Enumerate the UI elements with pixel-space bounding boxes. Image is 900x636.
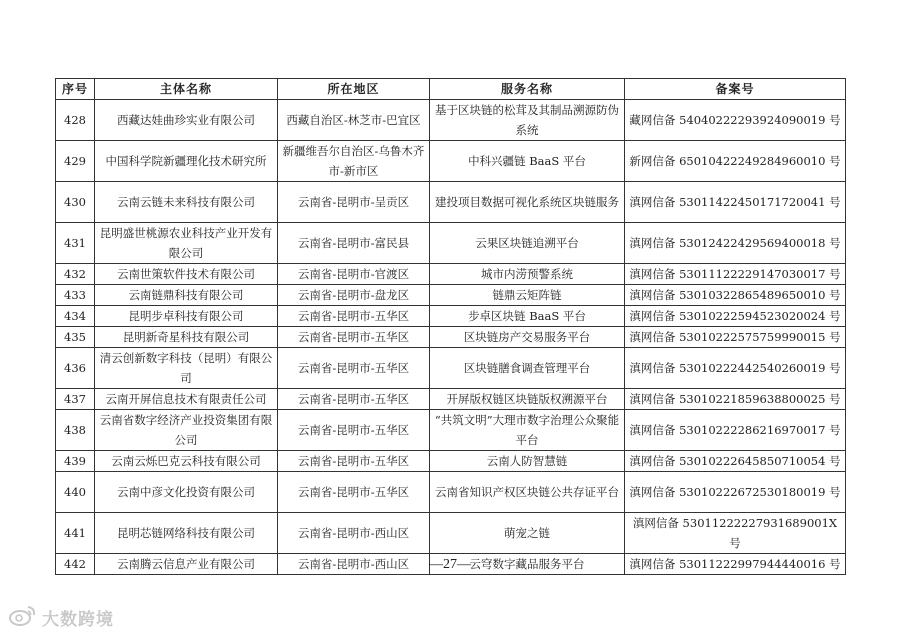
table-row	[56, 348, 846, 389]
table-row	[56, 182, 846, 223]
cell-service-name: 基于区块链的松茸及其制品溯源防伪系统	[430, 100, 625, 141]
cell-entity-name: 云南链鼎科技有限公司	[95, 285, 278, 306]
weibo-logo-icon	[8, 603, 42, 632]
cell-number: 428	[56, 100, 95, 141]
table-row	[56, 141, 846, 182]
cell-record-number: 滇网信备 53010222645850710054 号	[625, 451, 846, 472]
cell-number: 442	[56, 554, 95, 575]
table-row	[56, 327, 846, 348]
table-row	[56, 513, 846, 554]
header-service-name: 服务名称	[430, 79, 625, 100]
cell-record-number: 滇网信备 53010222672530180019 号	[625, 472, 846, 513]
table-row	[56, 472, 846, 513]
cell-entity-name: 中国科学院新疆理化技术研究所	[95, 141, 278, 182]
cell-record-number: 新网信备 65010422249284960010 号	[625, 141, 846, 182]
cell-entity-name: 云南开屏信息技术有限责任公司	[95, 389, 278, 410]
cell-region: 云南省-昆明市-官渡区	[278, 264, 430, 285]
cell-record-number: 滇网信备 53011222997944440016 号	[625, 554, 846, 575]
cell-entity-name: 云南云链未来科技有限公司	[95, 182, 278, 223]
cell-number: 432	[56, 264, 95, 285]
table-row	[56, 285, 846, 306]
cell-service-name: 步卓区块链 BaaS 平台	[430, 306, 625, 327]
cell-record-number: 滇网信备 53010222442540260019 号	[625, 348, 846, 389]
cell-number: 439	[56, 451, 95, 472]
header-region: 所在地区	[278, 79, 430, 100]
cell-region: 云南省-昆明市-西山区	[278, 554, 430, 575]
cell-service-name: 区块链膳食调查管理平台	[430, 348, 625, 389]
table-row	[56, 223, 846, 264]
cell-entity-name: 清云创新数字科技（昆明）有限公司	[95, 348, 278, 389]
table-row	[56, 264, 846, 285]
table-row	[56, 410, 846, 451]
cell-entity-name: 云南腾云信息产业有限公司	[95, 554, 278, 575]
cell-number: 433	[56, 285, 95, 306]
cell-entity-name: 昆明盛世桃源农业科技产业开发有限公司	[95, 223, 278, 264]
cell-region: 新疆维吾尔自治区-乌鲁木齐市-新市区	[278, 141, 430, 182]
table-body	[56, 100, 846, 575]
cell-service-name: 萌宠之链	[430, 513, 625, 554]
cell-record-number: 滇网信备 53010222286216970017 号	[625, 410, 846, 451]
cell-record-number: 滇网信备 53010221859638800025 号	[625, 389, 846, 410]
watermark-text: 大数跨境	[42, 609, 114, 630]
cell-record-number: 滇网信备 53010222594523020024 号	[625, 306, 846, 327]
cell-region: 云南省-昆明市-五华区	[278, 472, 430, 513]
cell-service-name: 云南人防智慧链	[430, 451, 625, 472]
cell-number: 440	[56, 472, 95, 513]
cell-service-name: 开屏版权链区块链版权溯源平台	[430, 389, 625, 410]
cell-region: 云南省-昆明市-五华区	[278, 451, 430, 472]
cell-entity-name: 云南世策软件技术有限公司	[95, 264, 278, 285]
cell-number: 438	[56, 410, 95, 451]
cell-service-name: 云穹数字藏品服务平台	[430, 554, 625, 575]
cell-number: 430	[56, 182, 95, 223]
cell-number: 441	[56, 513, 95, 554]
cell-service-name: 链鼎云矩阵链	[430, 285, 625, 306]
table-row	[56, 451, 846, 472]
table-row	[56, 306, 846, 327]
cell-region: 云南省-昆明市-盘龙区	[278, 285, 430, 306]
cell-number: 429	[56, 141, 95, 182]
header-record-number: 备案号	[625, 79, 846, 100]
cell-service-name: 云果区块链追溯平台	[430, 223, 625, 264]
cell-entity-name: 云南中彦文化投资有限公司	[95, 472, 278, 513]
cell-region: 云南省-昆明市-五华区	[278, 327, 430, 348]
cell-record-number: 滇网信备 53011422450171720041 号	[625, 182, 846, 223]
cell-region: 云南省-昆明市-五华区	[278, 389, 430, 410]
cell-service-name: 建投项目数据可视化系统区块链服务	[430, 182, 625, 223]
cell-service-name: 中科兴疆链 BaaS 平台	[430, 141, 625, 182]
cell-entity-name: 西藏达娃曲珍实业有限公司	[95, 100, 278, 141]
cell-region: 云南省-昆明市-五华区	[278, 348, 430, 389]
cell-region: 云南省-昆明市-五华区	[278, 306, 430, 327]
cell-service-name: “共筑文明”大理市数字治理公众聚能平台	[430, 410, 625, 451]
cell-entity-name: 云南云烁巴克云科技有限公司	[95, 451, 278, 472]
cell-record-number: 滇网信备 53010222575759990015 号	[625, 327, 846, 348]
cell-service-name: 区块链房产交易服务平台	[430, 327, 625, 348]
cell-record-number: 滇网信备 53011122229147030017 号	[625, 264, 846, 285]
cell-entity-name: 云南省数字经济产业投资集团有限公司	[95, 410, 278, 451]
cell-entity-name: 昆明芯链网络科技有限公司	[95, 513, 278, 554]
cell-number: 431	[56, 223, 95, 264]
cell-record-number: 滇网信备 53012422429569400018 号	[625, 223, 846, 264]
cell-region: 云南省-昆明市-呈贡区	[278, 182, 430, 223]
cell-entity-name: 昆明新奇星科技有限公司	[95, 327, 278, 348]
registry-table	[55, 78, 846, 575]
cell-region: 西藏自治区-林芝市-巴宜区	[278, 100, 430, 141]
page-number: —27—	[429, 557, 471, 572]
header-entity-name: 主体名称	[95, 79, 278, 100]
cell-region: 云南省-昆明市-富民县	[278, 223, 430, 264]
cell-region: 云南省-昆明市-五华区	[278, 410, 430, 451]
cell-number: 437	[56, 389, 95, 410]
cell-number: 434	[56, 306, 95, 327]
table-header-row	[56, 79, 846, 100]
watermark	[8, 604, 114, 630]
cell-record-number: 滇网信备 53010322865489650010 号	[625, 285, 846, 306]
cell-service-name: 云南省知识产权区块链公共存证平台	[430, 472, 625, 513]
table-row	[56, 100, 846, 141]
cell-number: 435	[56, 327, 95, 348]
header-number: 序号	[56, 79, 95, 100]
cell-entity-name: 昆明步卓科技有限公司	[95, 306, 278, 327]
cell-region: 云南省-昆明市-西山区	[278, 513, 430, 554]
cell-number: 436	[56, 348, 95, 389]
table-row	[56, 389, 846, 410]
cell-record-number: 藏网信备 54040222293924090019 号	[625, 100, 846, 141]
cell-record-number: 滇网信备 53011222227931689001X 号	[625, 513, 846, 554]
cell-service-name: 城市内涝预警系统	[430, 264, 625, 285]
